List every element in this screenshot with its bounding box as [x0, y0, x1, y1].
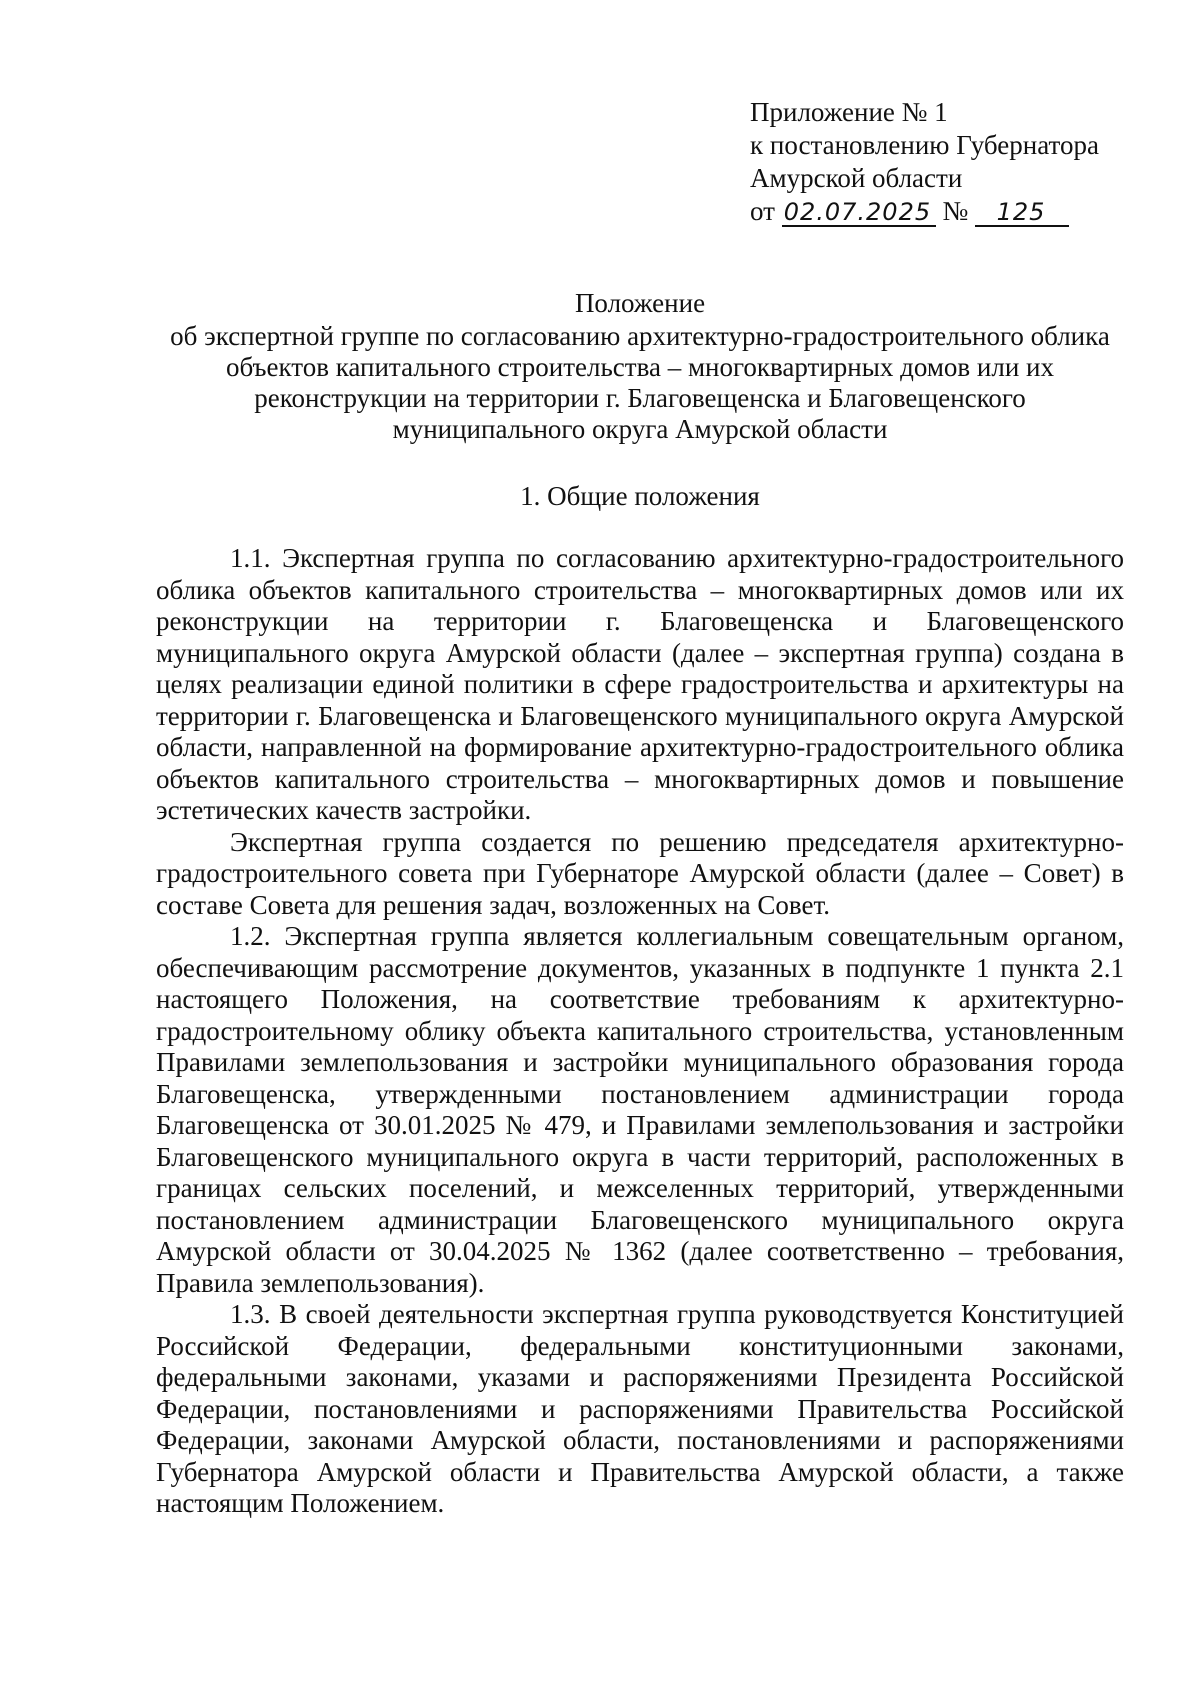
- appendix-region: Амурской области: [750, 163, 963, 193]
- number-prefix: №: [942, 196, 969, 226]
- section-body: [156, 543, 1124, 1520]
- handwritten-number: 125: [975, 199, 1069, 227]
- section-heading: 1. Общие положения: [520, 481, 760, 511]
- paragraph-1-2: 1.2. Экспертная группа является коллегиальным совещательным органом, обеспечивающим рассмотрение документов, указанных в подпункте 1 пункта 2.1 настоящего Положения, на соответствие требованиям к архитектурно-градостроительному облику объекта капитального строительства, установленным Правилами землепользования и застройки муниципального образования города Благовещенска, утвержденными постановлением администрации города Благовещенска от 30.01.2025 № 479, и Правилами землепользования и застройки Благовещенского муниципального округа в части территорий, расположенных в границах сельских поселений, и межселенных территорий, утвержденными постановлением администрации Благовещенского муниципального округа Амурской области от 30.04.2025 № 1362 (далее соответственно – требования, Правила землепользования).: [156, 921, 1124, 1298]
- document-title: Положение: [574, 288, 706, 318]
- paragraph-1-1-continuation: Экспертная группа создается по решению председателя архитектурно-градостроительного совета при Губернаторе Амурской области (далее – Совет) в составе Совета для решения задач, возложенных на Совет.: [156, 826, 1124, 920]
- paragraph-1-3: 1.3. В своей деятельности экспертная группа руководствуется Конституцией Российской Федерации, федеральными конституционными законами, федеральными законами, указами и распоряжениями Президента Российской Федерации, постановлениями и распоряжениями Правительства Российской Федерации, законами Амурской области, постановлениями и распоряжениями Губернатора Амурской области и Правительства Амурской области, а также настоящим Положением.: [156, 1299, 1124, 1518]
- document-subtitle: об экспертной группе по согласованию архитектурно-градостроительного облика объектов капитального строительства – многоквартирных домов или их реконструкции на территории г. Благовещенска и Благовещенского муниципального округа Амурской области: [170, 321, 1110, 444]
- paragraph-1-1: 1.1. Экспертная группа по согласованию архитектурно-градостроительного облика объектов капитального строительства – многоквартирных домов или их реконструкции на территории г. Благовещенска и Благовещенского муниципального округа Амурской области (далее – экспертная группа) создана в целях реализации единой политики в сфере градостроительства и архитектуры на территории г. Благовещенска и Благовещенского муниципального округа Амурской области, направленной на формирование архитектурно-градостроительного облика объектов капитального строительства – многоквартирных домов и повышение эстетических качеств застройки.: [156, 543, 1124, 825]
- handwritten-date: 02.07.2025: [782, 199, 936, 227]
- appendix-reference: к постановлению Губернатора: [750, 130, 1099, 160]
- appendix-number: Приложение № 1: [750, 97, 948, 127]
- date-prefix: от: [750, 196, 775, 226]
- appendix-date-line: [750, 195, 1150, 228]
- appendix-header: [750, 96, 1150, 228]
